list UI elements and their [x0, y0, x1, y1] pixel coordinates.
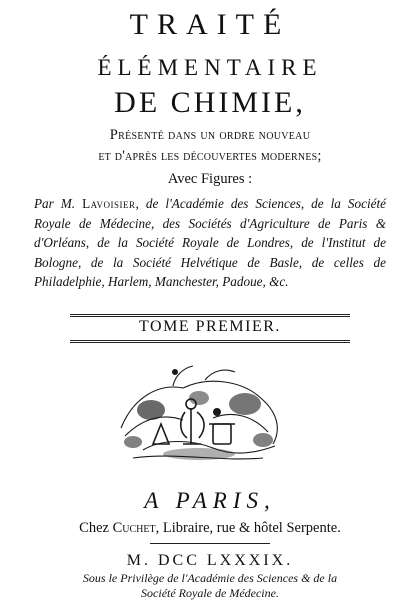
- imprint-place: A PARIS,: [144, 488, 276, 513]
- printer-prefix: Chez: [79, 520, 109, 536]
- volume-label: TOME PREMIER.: [139, 318, 281, 335]
- title-line-1: TRAITÉ: [129, 8, 291, 41]
- privilege-line-1: Sous le Privilège de l'Académie des Sciences & de la: [82, 571, 338, 585]
- title-line-3: DE CHIMIE,: [114, 86, 306, 119]
- privilege-line-2: Société Royale de Médecine.: [141, 586, 279, 600]
- author-name: Lavoisier: [82, 196, 136, 211]
- printer-name: Cuchet: [112, 520, 156, 536]
- author-prefix: Par M.: [34, 196, 76, 211]
- rule-top-2: [70, 316, 350, 317]
- rule-short: [150, 543, 270, 544]
- author-block: [34, 194, 386, 292]
- subtitle-line-3: Avec Figures :: [167, 171, 253, 187]
- printer-suffix: , Libraire, rue & hôtel Serpente.: [155, 520, 341, 536]
- imprint-year: M. DCC LXXXIX.: [126, 552, 294, 569]
- subtitle-line-1: Présenté dans un ordre nouveau: [109, 127, 311, 143]
- imprint-printer: [0, 520, 420, 537]
- rule-bottom-2: [70, 342, 350, 343]
- rule-top-1: [70, 314, 350, 315]
- rule-bottom-1: [70, 340, 350, 341]
- subtitle-line-2: et d'après les découvertes modernes;: [98, 148, 322, 164]
- title-line-2: ÉLÉMENTAIRE: [97, 55, 323, 80]
- engraved-vignette-icon: [113, 358, 285, 470]
- author-credentials: , de l'Académie des Sciences, de la Société Royale de Médecine, des Sociétés d'Agriculture de Paris & d'Orléans, de la Société Royale de Londres, de l'Institut de Bologne, de la Société Helvétique de Basle, de celles de Philadelphie, Harlem, Manchester, Padoue, &c.: [34, 196, 386, 290]
